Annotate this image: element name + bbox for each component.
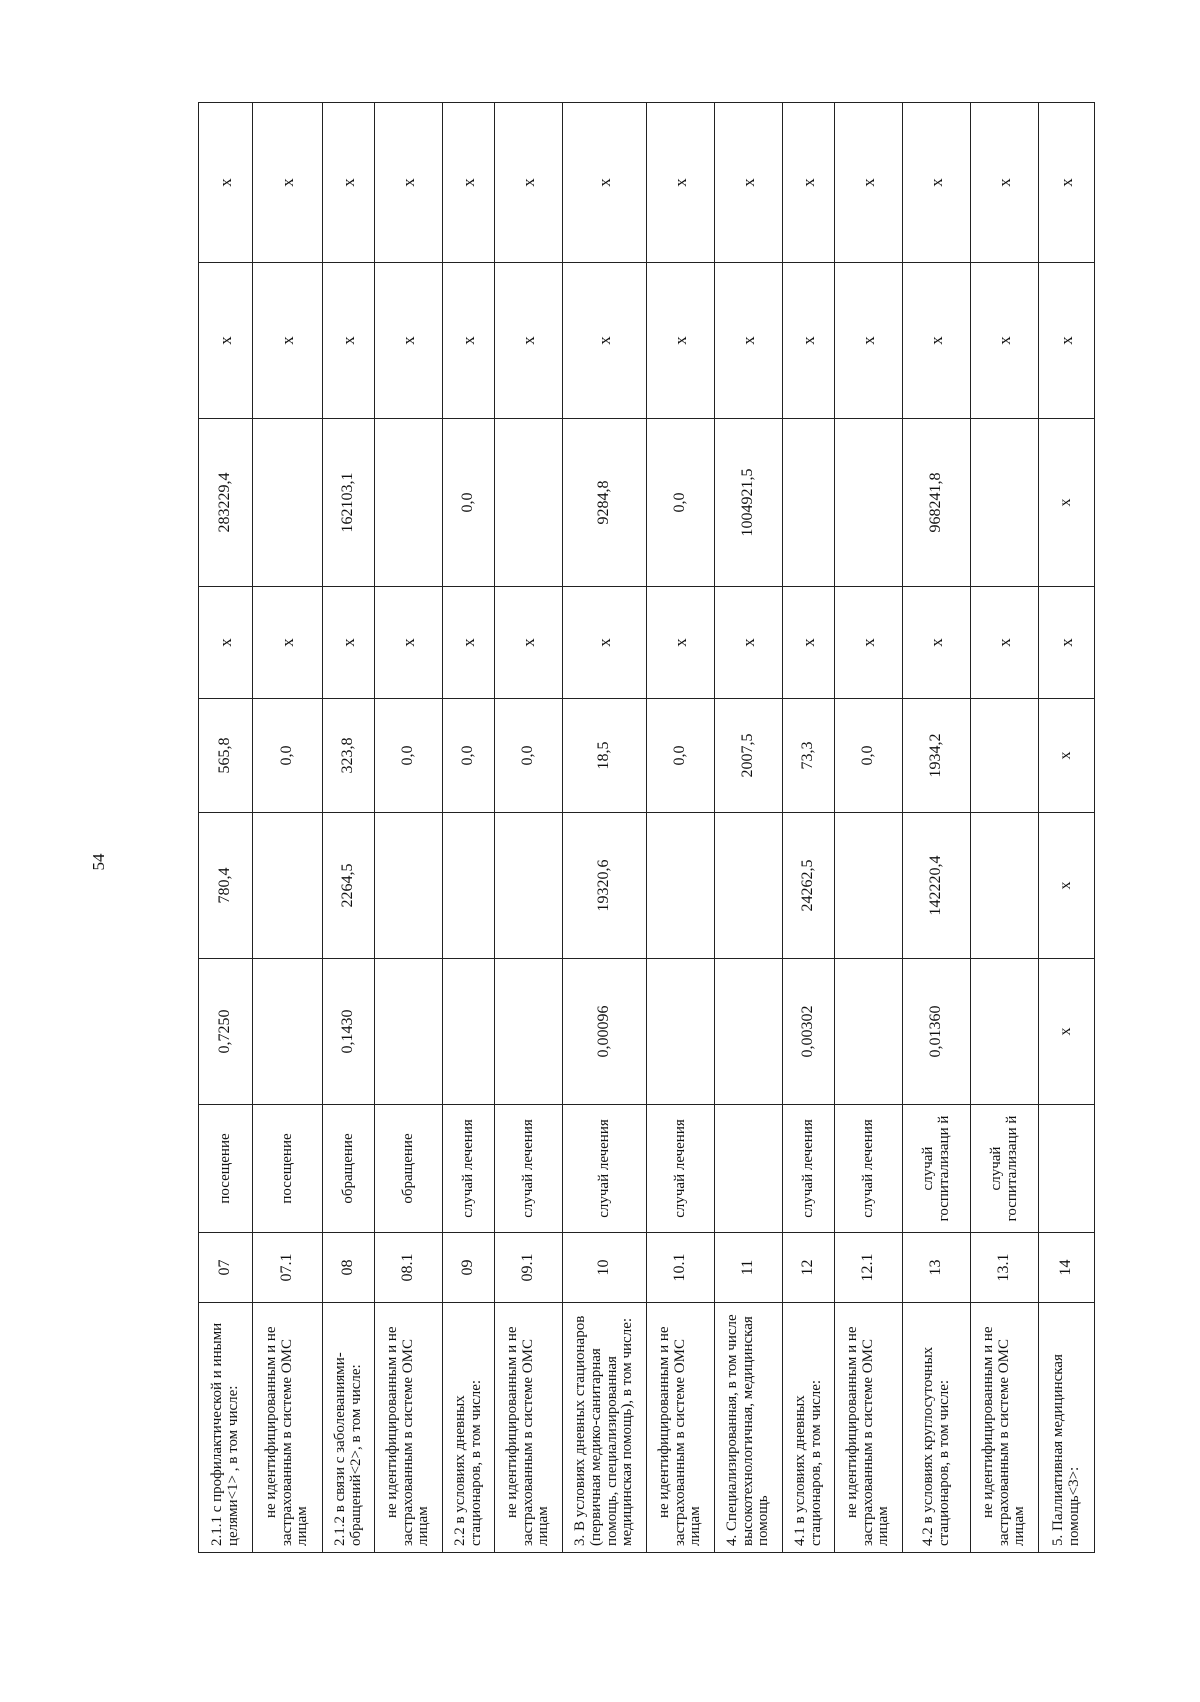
per-capita-budget-cell: x bbox=[253, 587, 323, 699]
per-capita-budget-cell: x bbox=[903, 587, 971, 699]
norm-cost-cell: 2264,5 bbox=[323, 813, 375, 959]
unit-cell: случай госпитализаци й bbox=[971, 1105, 1039, 1233]
unit-cell: случай лечения bbox=[443, 1105, 495, 1233]
per-capita-budget-cell: x bbox=[443, 587, 495, 699]
per-capita-cell: 0,0 bbox=[253, 699, 323, 813]
unit-cell: случай лечения bbox=[783, 1105, 835, 1233]
row-code-cell: 13.1 bbox=[971, 1233, 1039, 1303]
unit-cell bbox=[1039, 1105, 1095, 1233]
per-capita-cell: 565,8 bbox=[199, 699, 253, 813]
row-name-cell: 4.2 в условиях круглосуточных стационаров, в том числе: bbox=[903, 1303, 971, 1553]
table-row bbox=[715, 103, 783, 1553]
unit-cell: посещение bbox=[199, 1105, 253, 1233]
percent-cell: x bbox=[495, 103, 563, 263]
per-capita-budget-cell: x bbox=[783, 587, 835, 699]
norm-cost-cell bbox=[835, 813, 903, 959]
budget-total-cell: x bbox=[971, 263, 1039, 419]
unit-cell: случай лечения bbox=[835, 1105, 903, 1233]
per-capita-budget-cell: x bbox=[375, 587, 443, 699]
norm-cost-cell: 780,4 bbox=[199, 813, 253, 959]
per-capita-cell: 73,3 bbox=[783, 699, 835, 813]
total-cost-cell bbox=[253, 419, 323, 587]
page-number: 54 bbox=[89, 853, 108, 871]
row-code-cell: 13 bbox=[903, 1233, 971, 1303]
norm-cost-cell bbox=[647, 813, 715, 959]
table-row bbox=[443, 103, 495, 1553]
norm-volume-cell bbox=[647, 959, 715, 1105]
percent-cell: x bbox=[783, 103, 835, 263]
table-row bbox=[903, 103, 971, 1553]
percent-cell: x bbox=[1039, 103, 1095, 263]
norm-cost-cell bbox=[971, 813, 1039, 959]
per-capita-budget-cell: x bbox=[199, 587, 253, 699]
budget-total-cell: x bbox=[375, 263, 443, 419]
row-code-cell: 12.1 bbox=[835, 1233, 903, 1303]
per-capita-cell: x bbox=[1039, 699, 1095, 813]
row-name-cell: не идентифицированным и не застрахованным в системе ОМС лицам bbox=[375, 1303, 443, 1553]
total-cost-cell: 1004921,5 bbox=[715, 419, 783, 587]
unit-cell: обращение bbox=[375, 1105, 443, 1233]
norm-cost-cell bbox=[443, 813, 495, 959]
budget-total-cell: x bbox=[443, 263, 495, 419]
norm-cost-cell: 142220,4 bbox=[903, 813, 971, 959]
budget-total-cell: x bbox=[199, 263, 253, 419]
total-cost-cell: 9284,8 bbox=[563, 419, 647, 587]
row-code-cell: 08 bbox=[323, 1233, 375, 1303]
table-row bbox=[1039, 103, 1095, 1553]
per-capita-cell: 0,0 bbox=[835, 699, 903, 813]
per-capita-cell: 0,0 bbox=[443, 699, 495, 813]
total-cost-cell: 968241,8 bbox=[903, 419, 971, 587]
total-cost-cell: 283229,4 bbox=[199, 419, 253, 587]
per-capita-budget-cell: x bbox=[1039, 587, 1095, 699]
table-row bbox=[971, 103, 1039, 1553]
norm-volume-cell bbox=[971, 959, 1039, 1105]
per-capita-budget-cell: x bbox=[835, 587, 903, 699]
table-row bbox=[253, 103, 323, 1553]
norm-volume-cell bbox=[715, 959, 783, 1105]
per-capita-budget-cell: x bbox=[323, 587, 375, 699]
per-capita-cell: 18,5 bbox=[563, 699, 647, 813]
row-name-cell: 4. Специализированная, в том числе высокотехнологичная, медицинская помощь bbox=[715, 1303, 783, 1553]
budget-total-cell: x bbox=[1039, 263, 1095, 419]
row-name-cell: не идентифицированным и не застрахованным в системе ОМС лицам bbox=[647, 1303, 715, 1553]
per-capita-cell: 0,0 bbox=[375, 699, 443, 813]
row-code-cell: 10.1 bbox=[647, 1233, 715, 1303]
unit-cell: случай лечения bbox=[647, 1105, 715, 1233]
total-cost-cell bbox=[971, 419, 1039, 587]
total-cost-cell: 0,0 bbox=[443, 419, 495, 587]
percent-cell: x bbox=[323, 103, 375, 263]
per-capita-budget-cell: x bbox=[971, 587, 1039, 699]
total-cost-cell bbox=[783, 419, 835, 587]
norm-volume-cell bbox=[443, 959, 495, 1105]
per-capita-cell: 0,0 bbox=[495, 699, 563, 813]
budget-total-cell: x bbox=[323, 263, 375, 419]
norm-volume-cell bbox=[835, 959, 903, 1105]
budget-total-cell: x bbox=[647, 263, 715, 419]
percent-cell: x bbox=[835, 103, 903, 263]
budget-total-cell: x bbox=[783, 263, 835, 419]
percent-cell: x bbox=[903, 103, 971, 263]
norm-volume-cell bbox=[375, 959, 443, 1105]
budget-total-cell: x bbox=[903, 263, 971, 419]
per-capita-cell: 323,8 bbox=[323, 699, 375, 813]
percent-cell: x bbox=[199, 103, 253, 263]
norm-volume-cell: 0,7250 bbox=[199, 959, 253, 1105]
norm-cost-cell: 24262,5 bbox=[783, 813, 835, 959]
row-code-cell: 09 bbox=[443, 1233, 495, 1303]
budget-total-cell: x bbox=[563, 263, 647, 419]
percent-cell: x bbox=[971, 103, 1039, 263]
per-capita-budget-cell: x bbox=[563, 587, 647, 699]
unit-cell bbox=[715, 1105, 783, 1233]
row-code-cell: 11 bbox=[715, 1233, 783, 1303]
row-name-cell: не идентифицированным и не застрахованным в системе ОМС лицам bbox=[835, 1303, 903, 1553]
total-cost-cell bbox=[375, 419, 443, 587]
row-code-cell: 10 bbox=[563, 1233, 647, 1303]
table-row bbox=[323, 103, 375, 1553]
percent-cell: x bbox=[715, 103, 783, 263]
percent-cell: x bbox=[253, 103, 323, 263]
per-capita-cell: 0,0 bbox=[647, 699, 715, 813]
budget-total-cell: x bbox=[495, 263, 563, 419]
table-sheet bbox=[198, 103, 1082, 1553]
table-row bbox=[375, 103, 443, 1553]
table-row bbox=[495, 103, 563, 1553]
norm-cost-cell bbox=[715, 813, 783, 959]
percent-cell: x bbox=[563, 103, 647, 263]
row-code-cell: 12 bbox=[783, 1233, 835, 1303]
total-cost-cell: 162103,1 bbox=[323, 419, 375, 587]
per-capita-cell: 2007,5 bbox=[715, 699, 783, 813]
unit-cell: случай госпитализаци й bbox=[903, 1105, 971, 1233]
table-row bbox=[563, 103, 647, 1553]
row-name-cell: 3. В условиях дневных стационаров (первичная медико-санитарная помощь, специализированная медицинская помощь), в том числе: bbox=[563, 1303, 647, 1553]
row-name-cell: 4.1 в условиях дневных стационаров, в том числе: bbox=[783, 1303, 835, 1553]
per-capita-budget-cell: x bbox=[647, 587, 715, 699]
norm-cost-cell bbox=[495, 813, 563, 959]
per-capita-budget-cell: x bbox=[715, 587, 783, 699]
table-row bbox=[783, 103, 835, 1553]
norm-cost-cell: x bbox=[1039, 813, 1095, 959]
row-name-cell: 2.1.1 с профилактической и иными целями<1> , в том числе: bbox=[199, 1303, 253, 1553]
unit-cell: посещение bbox=[253, 1105, 323, 1233]
norm-volume-cell bbox=[495, 959, 563, 1105]
norm-volume-cell: 0,00096 bbox=[563, 959, 647, 1105]
per-capita-cell: 1934,2 bbox=[903, 699, 971, 813]
row-code-cell: 07.1 bbox=[253, 1233, 323, 1303]
total-cost-cell: 0,0 bbox=[647, 419, 715, 587]
per-capita-budget-cell: x bbox=[495, 587, 563, 699]
row-name-cell: 2.2 в условиях дневных стационаров, в том числе: bbox=[443, 1303, 495, 1553]
row-name-cell: 2.1.2 в связи с заболеваниями-обращений<2>, в том числе: bbox=[323, 1303, 375, 1553]
percent-cell: x bbox=[443, 103, 495, 263]
norm-volume-cell: 0,1430 bbox=[323, 959, 375, 1105]
total-cost-cell bbox=[495, 419, 563, 587]
total-cost-cell: x bbox=[1039, 419, 1095, 587]
norm-volume-cell: 0,01360 bbox=[903, 959, 971, 1105]
row-code-cell: 07 bbox=[199, 1233, 253, 1303]
unit-cell: обращение bbox=[323, 1105, 375, 1233]
norm-volume-cell: x bbox=[1039, 959, 1095, 1105]
norm-cost-cell bbox=[375, 813, 443, 959]
table-row bbox=[835, 103, 903, 1553]
norm-volume-cell: 0,00302 bbox=[783, 959, 835, 1105]
row-name-cell: не идентифицированным и не застрахованным в системе ОМС лицам bbox=[971, 1303, 1039, 1553]
total-cost-cell bbox=[835, 419, 903, 587]
table-row bbox=[647, 103, 715, 1553]
unit-cell: случай лечения bbox=[563, 1105, 647, 1233]
percent-cell: x bbox=[647, 103, 715, 263]
row-code-cell: 09.1 bbox=[495, 1233, 563, 1303]
row-code-cell: 14 bbox=[1039, 1233, 1095, 1303]
norm-volume-cell bbox=[253, 959, 323, 1105]
row-code-cell: 08.1 bbox=[375, 1233, 443, 1303]
unit-cell: случай лечения bbox=[495, 1105, 563, 1233]
per-capita-cell bbox=[971, 699, 1039, 813]
percent-cell: x bbox=[375, 103, 443, 263]
row-name-cell: не идентифицированным и не застрахованным в системе ОМС лицам bbox=[495, 1303, 563, 1553]
budget-total-cell: x bbox=[715, 263, 783, 419]
table-row bbox=[199, 103, 253, 1553]
norm-cost-cell bbox=[253, 813, 323, 959]
budget-total-cell: x bbox=[835, 263, 903, 419]
rotated-table-area bbox=[198, 103, 1082, 1553]
row-name-cell: 5. Паллиативная медицинская помощь<3>: bbox=[1039, 1303, 1095, 1553]
row-name-cell: не идентифицированным и не застрахованным в системе ОМС лицам bbox=[253, 1303, 323, 1553]
financing-table bbox=[198, 102, 1095, 1553]
norm-cost-cell: 19320,6 bbox=[563, 813, 647, 959]
budget-total-cell: x bbox=[253, 263, 323, 419]
